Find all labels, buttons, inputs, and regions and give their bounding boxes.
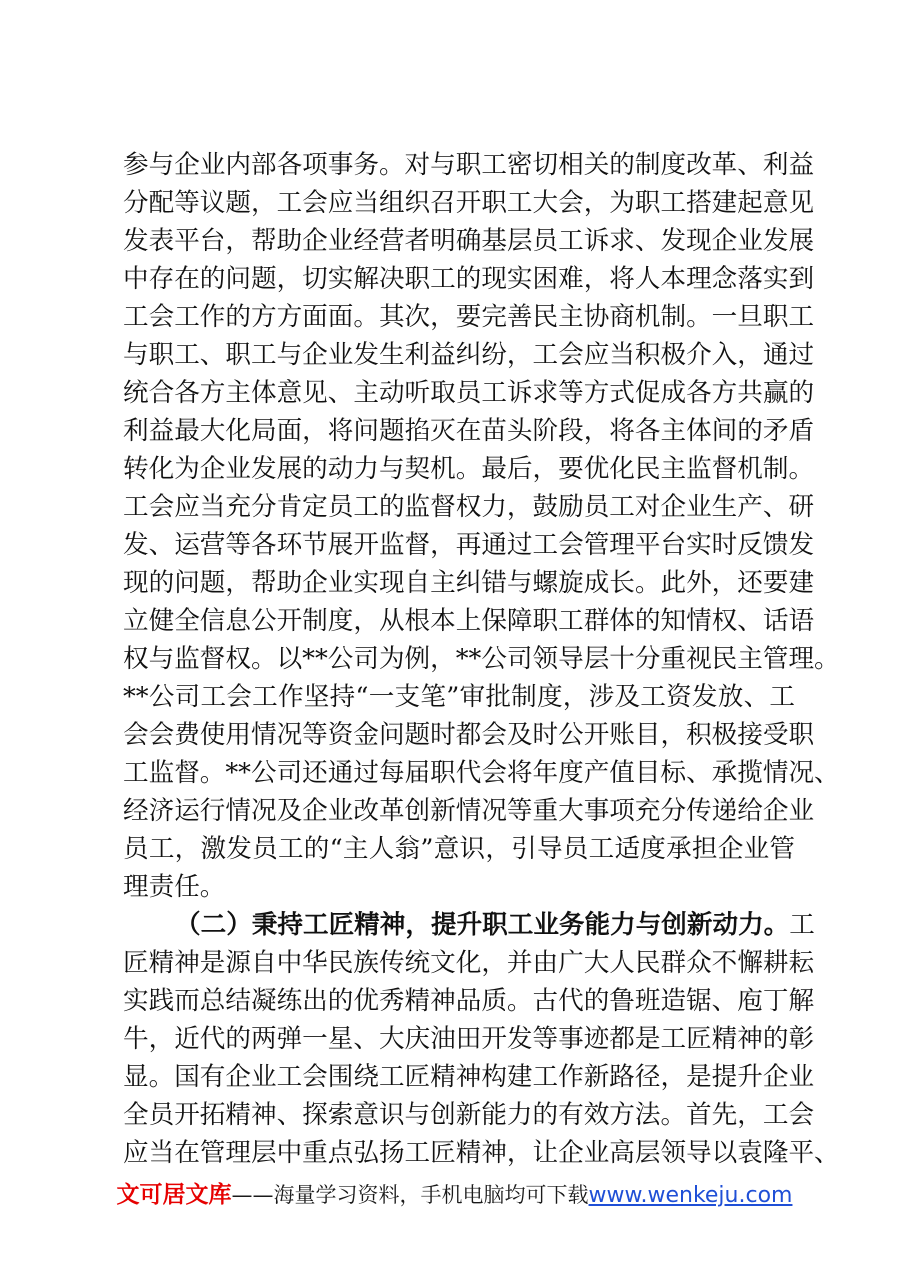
paragraph-line: 参与企业内部各项事务。对与职工密切相关的制度改革、利益 (123, 150, 815, 180)
paragraph-line: 员工，激发员工的“主人翁”意识，引导员工适度承担企业管 (123, 834, 795, 864)
paragraph-line: 立健全信息公开制度，从根本上保障职工群体的知情权、话语 (123, 606, 815, 636)
paragraph-line: 会会费使用情况等资金问题时都会及时公开账目，积极接受职 (123, 720, 815, 750)
footer-brand: 文可居文库 (116, 1182, 232, 1208)
paragraph-line: 中存在的问题，切实解决职工的现实困难，将人本理念落实到 (123, 264, 815, 294)
footer-tagline: ——海量学习资料，手机电脑均可下载 (231, 1183, 589, 1207)
paragraph-line: 统合各方主体意见、主动听取员工诉求等方式促成各方共赢的 (123, 378, 815, 408)
section-heading-tail: 工 (789, 910, 815, 940)
paragraph-line: 应当在管理层中重点弘扬工匠精神，让企业高层领导以袁隆平、 (123, 1138, 840, 1168)
paragraph-line: 发、运营等各环节展开监督，再通过工会管理平台实时反馈发 (123, 530, 815, 560)
paragraph-line: 分配等议题，工会应当组织召开职工大会，为职工搭建起意见 (123, 188, 815, 218)
paragraph-line: 工会应当充分肯定员工的监督权力，鼓励员工对企业生产、研 (123, 492, 815, 522)
paragraph-line: 匠精神是源自中华民族传统文化，并由广大人民群众不懈耕耘 (123, 948, 815, 978)
footer-site-link[interactable]: www.wenkeju.com (588, 1183, 793, 1208)
paragraph-line: 全员开拓精神、探索意识与创新能力的有效方法。首先，工会 (123, 1100, 815, 1130)
paragraph-line: 工会工作的方方面面。其次，要完善民主协商机制。一旦职工 (123, 302, 815, 332)
paragraph-line: 显。国有企业工会围绕工匠精神构建工作新路径，是提升企业 (123, 1062, 815, 1092)
paragraph-line: 实践而总结凝练出的优秀精神品质。古代的鲁班造锯、庖丁解 (123, 986, 815, 1016)
footer-banner (0, 1178, 909, 1212)
paragraph-line: 转化为企业发展的动力与契机。最后，要优化民主监督机制。 (123, 454, 815, 484)
paragraph-line: 发表平台，帮助企业经营者明确基层员工诉求、发现企业发展 (123, 226, 815, 256)
paragraph-line: 现的问题，帮助企业实现自主纠错与螺旋成长。此外，还要建 (123, 568, 815, 598)
section-heading-line (175, 906, 815, 944)
paragraph-line: 牛，近代的两弹一星、大庆油田开发等事迹都是工匠精神的彰 (123, 1024, 815, 1054)
paragraph-line: 权与监督权。以**公司为例，**公司领导层十分重视民主管理。 (123, 644, 840, 674)
section-heading: （二）秉持工匠精神，提升职工业务能力与创新动力。 (175, 910, 790, 940)
paragraph-line: 理责任。 (123, 872, 226, 902)
paragraph-line: 与职工、职工与企业发生利益纠纷，工会应当积极介入，通过 (123, 340, 815, 370)
paragraph-line: 经济运行情况及企业改革创新情况等重大事项充分传递给企业 (123, 796, 815, 826)
paragraph-line: 利益最大化局面，将问题掐灭在苗头阶段，将各主体间的矛盾 (123, 416, 815, 446)
paragraph-line: 工监督。**公司还通过每届职代会将年度产值目标、承揽情况、 (123, 758, 840, 788)
paragraph-line: **公司工会工作坚持“一支笔”审批制度，涉及工资发放、工 (123, 682, 795, 712)
